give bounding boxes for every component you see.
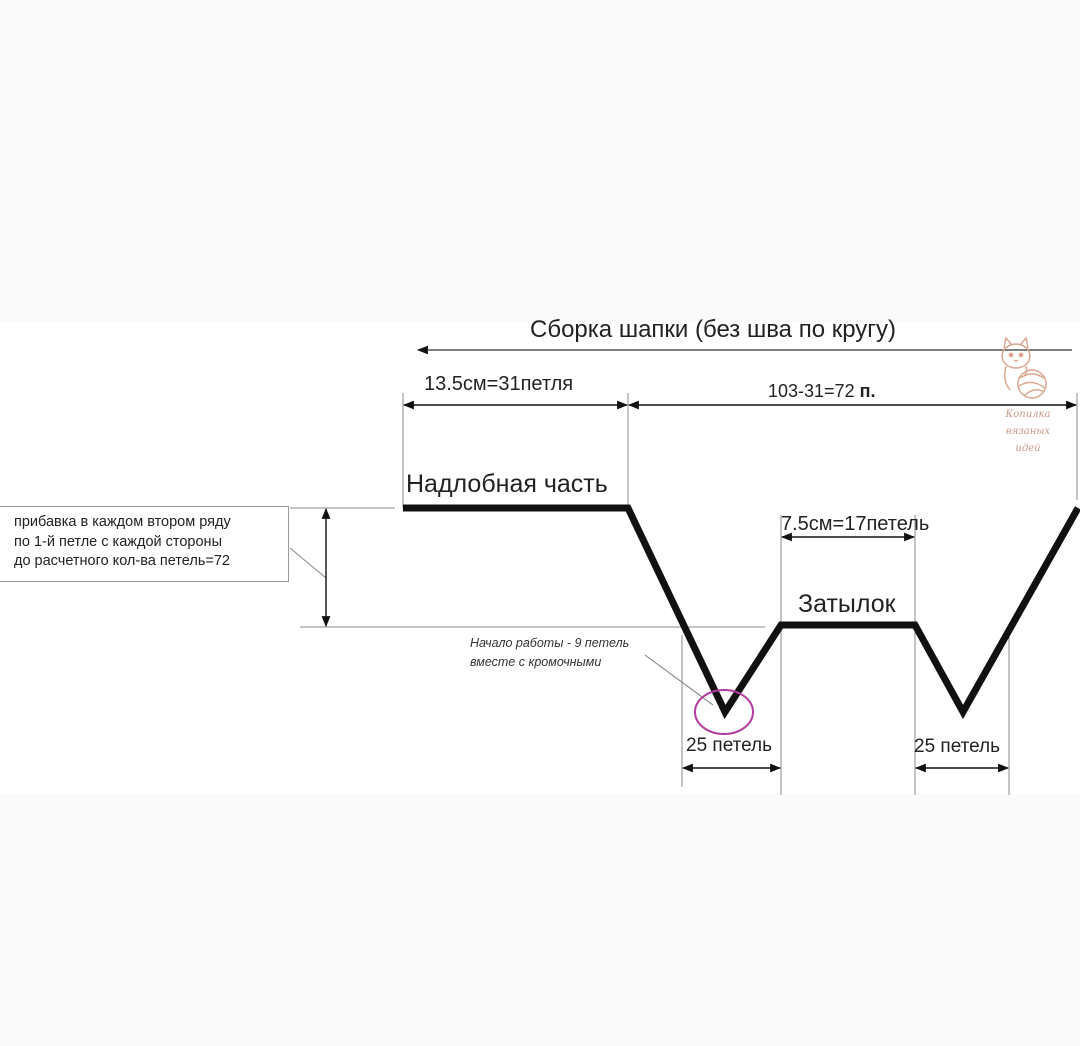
front-width-label: 13.5см=31петля (424, 373, 574, 395)
left-v-width-label: 25 петель (686, 735, 773, 756)
remaining-width-unit: п. (859, 381, 876, 401)
increase-note-line-2: по 1-й петле с каждой стороны (14, 533, 222, 550)
start-note-line-1: Начало работы - 9 петель (470, 636, 630, 650)
hat-profile-line (403, 508, 1078, 712)
back-section-label: Затылок (798, 590, 896, 618)
increase-note-line-1: прибавка в каждом втором ряду (14, 514, 231, 530)
start-note (470, 634, 629, 672)
watermark-line-1: Копилка (1005, 409, 1051, 420)
watermark-text (988, 406, 1068, 457)
watermark-logo (988, 326, 1068, 466)
increase-note-box (0, 506, 289, 582)
back-width-label: 7.5см=17петель (781, 513, 930, 535)
watermark-line-3: идей (1015, 443, 1041, 454)
remaining-width-value: 103-31=72 (768, 381, 860, 401)
yarn-ball-cat-icon (988, 326, 1068, 406)
guide-lines (290, 393, 1077, 795)
watermark-line-2: вязаных (1005, 426, 1051, 437)
remaining-width-label (768, 381, 875, 402)
note-leader (290, 548, 326, 578)
diagram-title: Сборка шапки (без шва по кругу) (530, 316, 897, 343)
right-v-width-label: 25 петель (914, 736, 1001, 757)
front-section-label: Надлобная часть (406, 470, 608, 498)
increase-note-line-3: до расчетного кол-ва петель=72 (14, 553, 230, 569)
start-note-line-2: вместе с кромочными (470, 655, 602, 669)
